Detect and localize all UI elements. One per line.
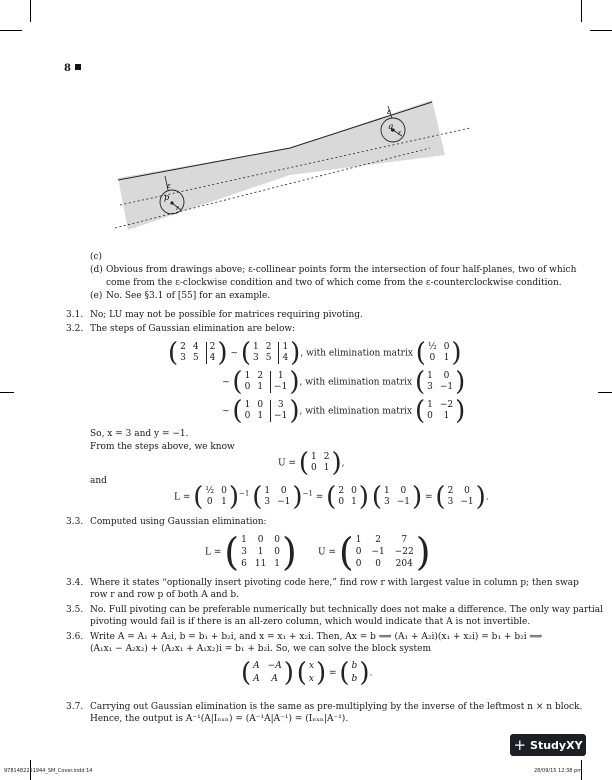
s35-line1: No. Full pivoting can be preferable numerically but technically does not make a difference. The only way partial	[90, 605, 603, 615]
item-d-line2: come from the ε-clockwise condition and two of which come from the ε-counterclockwise condition.	[106, 278, 562, 288]
block-system: ( A −A A A ) ( x x ) = ( b b ) .	[241, 658, 373, 688]
epsilon-collinear-figure	[0, 0, 612, 240]
elimination-step-2: ∼ ( 1 2 1 0 1 −1 ) , with elimination matrix ( 1 0 3 −1 )	[222, 367, 466, 397]
footer-file: 9781482251944_SM_Cover.indd 14	[4, 768, 93, 774]
s31-num: 3.1.	[66, 310, 84, 320]
studyxy-logo: + StudyXY	[510, 734, 586, 756]
matrix-U-33: U = ( 1 2 7 0 −1 −22 0 0 204 )	[318, 530, 431, 574]
epsilon-region	[118, 100, 445, 230]
s34-num: 3.4.	[66, 578, 84, 588]
svg-text:ε: ε	[387, 108, 391, 116]
s32-text: The steps of Gaussian elimination are below:	[90, 324, 296, 334]
s37-line1: Carrying out Gaussian elimination is the same as pre-multiplying by the inverse of the leftmost n × n block.	[90, 702, 583, 712]
footer-date: 28/09/15 12:38 pm	[534, 768, 583, 774]
svg-text:ε: ε	[167, 182, 171, 190]
s36-num: 3.6.	[66, 632, 84, 642]
item-d-label: (d)	[90, 265, 103, 275]
s33-text: Computed using Gaussian elimination:	[90, 517, 267, 527]
s32-and: and	[90, 476, 107, 486]
s37-line2: Hence, the output is A⁻¹(A|Iₙₓₙ) = (A⁻¹A|A⁻¹) = (Iₙₓₙ|A⁻¹).	[90, 714, 349, 724]
s35-line2: pivoting would fail is if there is an all-zero column, which would indicate that A is not invertible.	[90, 617, 531, 627]
item-e-label: (e)	[90, 291, 103, 301]
svg-text:r: r	[176, 205, 179, 212]
item-c-label: (c)	[90, 252, 103, 262]
s32-num: 3.2.	[66, 324, 84, 334]
svg-text:p: p	[164, 193, 170, 202]
elimination-step-1: ( 2 4 2 3 5 4 ) ∼ ( 1 2 1 3 5 4 ) , with elimination matrix ( ½ 0 0 1 )	[168, 338, 462, 368]
s34-line1: Where it states “optionally insert pivoting code here,” find row r with largest value in column p; then swap	[90, 578, 579, 588]
svg-text:q: q	[388, 122, 394, 131]
s35-num: 3.5.	[66, 605, 84, 615]
svg-text:r: r	[398, 130, 401, 137]
s36-line2: (A₁x₁ − A₂x₂) + (A₂x₁ + A₁x₂)i = b₁ + b₂i. So, we can solve the block system	[90, 644, 431, 654]
matrix-L-32: L = ( ½ 0 0 1 ) $^{-1}$ ( 1 0 3 −1 ) $^{-1}$ = ( 2 0 0 1 ) ( 1 0 3 −1 ) = ( 2 0 3 −1 ) .	[174, 482, 489, 512]
item-d-line1: Obvious from drawings above; ε-collinear points form the intersection of four half-planes, two of which	[106, 265, 577, 275]
s32-conclusion: So, x = 3 and y = −1.	[90, 429, 189, 439]
matrix-U-32: U = ( 1 2 0 1 ) ,	[278, 448, 345, 478]
s34-line2: row r and row p of both A and b.	[90, 590, 239, 600]
matrix-L-33: L = ( 1 0 0 3 1 0 6 11 1 )	[205, 530, 297, 574]
item-e-text: No. See §3.1 of [55] for an example.	[106, 291, 271, 301]
s36-line1: Write A = A₁ + A₂i, b = b₁ + b₂i, and x = x₁ + x₂i. Then, Ax = b ⟹ (A₁ + A₂i)(x₁ + x₂i) = b₁ + b₂i ⟹	[90, 632, 543, 642]
s33-num: 3.3.	[66, 517, 84, 527]
elimination-step-3: ∼ ( 1 0 3 0 1 −1 ) , with elimination matrix ( 1 −2 0 1 )	[222, 396, 466, 426]
page-number: 8	[64, 63, 81, 74]
s31-text: No; LU may not be possible for matrices requiring pivoting.	[90, 310, 363, 320]
s37-num: 3.7.	[66, 702, 84, 712]
s32-from-steps: From the steps above, we know	[90, 442, 235, 452]
